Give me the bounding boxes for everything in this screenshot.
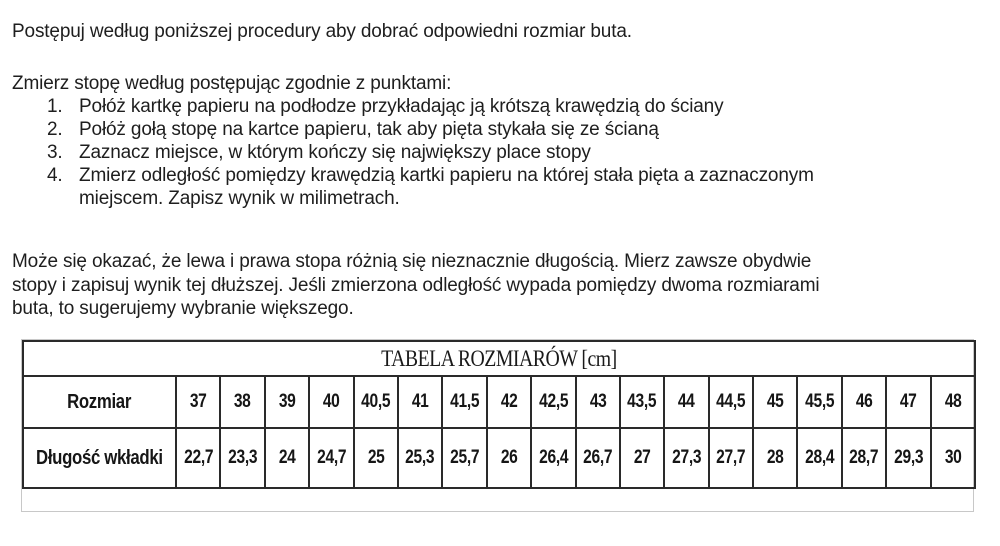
length-row-label	[23, 428, 176, 488]
length-cell	[753, 428, 797, 488]
size-value: 40	[323, 391, 340, 412]
size-value: 39	[278, 391, 296, 412]
length-value: 25	[367, 447, 385, 468]
measure-heading: Zmierz stopę według postępując zgodnie z punktami:	[12, 73, 452, 94]
size-cell	[531, 376, 575, 428]
size-cell	[220, 376, 264, 428]
size-value: 46	[855, 391, 873, 412]
note-line-1: Może się okazać, że lewa i prawa stopa różnią się nieznacznie długością. Mierz zawsze obydwie	[12, 251, 812, 272]
size-row-label	[23, 376, 176, 428]
length-cell	[576, 428, 620, 488]
length-cell	[620, 428, 664, 488]
length-value: 25,3	[405, 447, 435, 468]
size-value: 44,5	[716, 391, 746, 412]
size-cell	[576, 376, 620, 428]
insole-length-row	[23, 428, 975, 488]
size-value: 45,5	[805, 391, 835, 412]
length-cell	[354, 428, 398, 488]
length-cell	[309, 428, 353, 488]
step-number: 1.	[47, 96, 63, 117]
length-cell	[398, 428, 442, 488]
size-cell	[709, 376, 753, 428]
step-item-4	[0, 164, 814, 210]
size-cell	[354, 376, 398, 428]
length-cell	[442, 428, 486, 488]
size-value: 43,5	[627, 391, 657, 412]
length-value: 26	[500, 447, 518, 468]
note-line-3: buta, to sugerujemy wybranie większego.	[12, 298, 354, 319]
length-value: 30	[944, 447, 962, 468]
size-cell	[886, 376, 930, 428]
size-value: 38	[234, 391, 251, 412]
length-cell	[797, 428, 841, 488]
length-cell	[176, 428, 220, 488]
length-cell	[220, 428, 264, 488]
step-item-1	[0, 95, 814, 118]
measurement-steps-list	[0, 95, 814, 210]
length-value: 27,3	[671, 447, 702, 468]
size-value: 42,5	[538, 391, 568, 412]
size-cell	[442, 376, 486, 428]
note-line-2: stopy i zapisuj wynik tej dłuższej. Jeśli zmierzona odległość wypada pomiędzy dwoma rozmiarami	[12, 274, 820, 296]
length-value: 26,4	[538, 447, 568, 468]
size-table-title-text: TABELA ROZMIARÓW [cm]	[381, 345, 617, 371]
size-cell	[176, 376, 220, 428]
step-text: Zmierz odległość pomiędzy krawędzią kartki papieru na której stała pięta a zaznaczonym	[79, 165, 814, 186]
length-value: 24	[278, 447, 296, 468]
size-row	[23, 376, 975, 428]
size-cell	[797, 376, 841, 428]
size-value: 48	[944, 391, 962, 412]
length-cell	[842, 428, 886, 488]
size-value: 41	[411, 391, 429, 412]
length-cell	[487, 428, 531, 488]
size-cell	[309, 376, 353, 428]
size-value: 37	[189, 391, 207, 412]
step-text: Zaznacz miejsce, w którym kończy się największy place stopy	[79, 142, 591, 163]
size-cell	[664, 376, 708, 428]
step-text: Połóż gołą stopę na kartce papieru, tak aby pięta stykała się ze ścianą	[79, 119, 659, 140]
length-value: 27	[633, 447, 651, 468]
length-value: 28,4	[805, 447, 835, 468]
length-value: 23,3	[228, 447, 258, 468]
size-row-label-text: Rozmiar	[67, 390, 132, 413]
step-item-3	[0, 141, 814, 164]
length-value: 27,7	[716, 447, 746, 468]
step-number: 4.	[47, 165, 63, 186]
length-cell	[886, 428, 930, 488]
intro-text: Postępuj według poniższej procedury aby dobrać odpowiedni rozmiar buta.	[12, 21, 632, 42]
length-value: 26,7	[583, 447, 613, 468]
size-value: 41,5	[450, 391, 480, 412]
size-table	[22, 340, 976, 489]
length-value: 29,3	[893, 447, 923, 468]
length-cell	[664, 428, 708, 488]
size-cell	[620, 376, 664, 428]
step-item-2	[0, 118, 814, 141]
length-cell	[709, 428, 753, 488]
note-paragraph	[12, 250, 819, 321]
step-number: 3.	[47, 142, 63, 163]
size-cell	[265, 376, 309, 428]
step-text-continuation: miejscem. Zapisz wynik w milimetrach.	[79, 188, 400, 209]
size-value: 44	[678, 391, 695, 412]
length-cell	[931, 428, 975, 488]
size-table-title	[23, 341, 975, 376]
size-value: 43	[589, 391, 607, 412]
size-cell	[487, 376, 531, 428]
length-cell	[265, 428, 309, 488]
step-number: 2.	[47, 119, 63, 140]
length-value: 22,7	[183, 447, 213, 468]
length-value: 25,7	[450, 447, 480, 468]
size-table-frame	[21, 339, 974, 512]
length-value: 28	[766, 447, 784, 468]
size-cell	[842, 376, 886, 428]
size-cell	[398, 376, 442, 428]
size-value: 47	[900, 391, 917, 412]
length-row-label-text: Długość wkładki	[36, 446, 163, 469]
length-cell	[531, 428, 575, 488]
size-value: 45	[766, 391, 784, 412]
length-value: 24,7	[316, 447, 346, 468]
size-cell	[931, 376, 975, 428]
size-value: 40,5	[361, 391, 391, 412]
length-value: 28,7	[849, 447, 879, 468]
size-cell	[753, 376, 797, 428]
step-text: Połóż kartkę papieru na podłodze przykładając ją krótszą krawędzią do ściany	[79, 96, 724, 117]
size-value: 42	[500, 391, 518, 412]
